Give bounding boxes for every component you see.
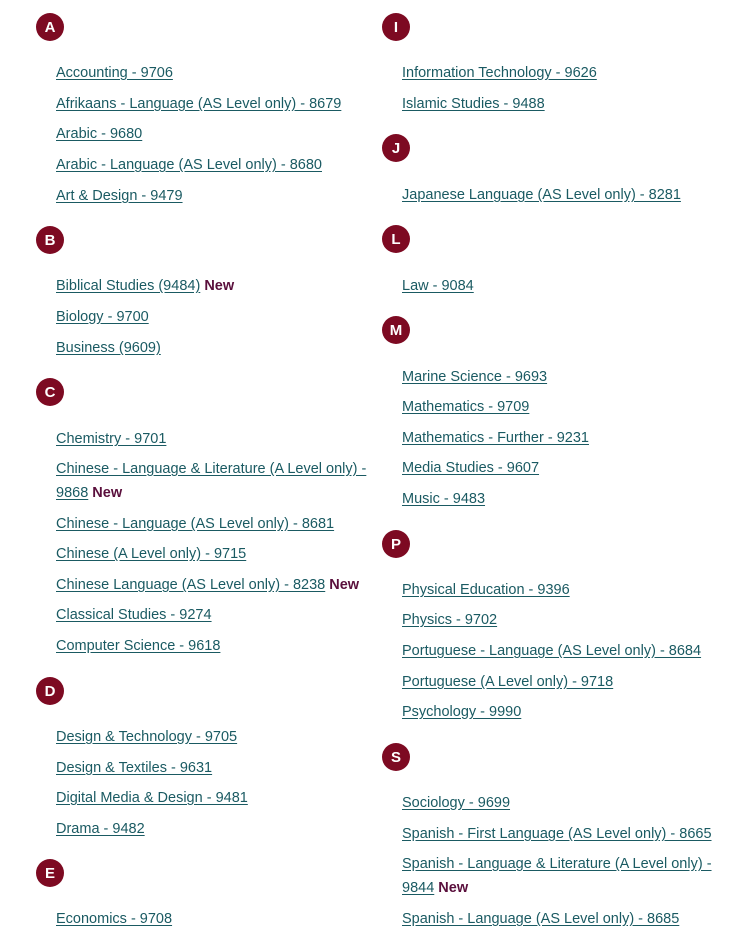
letter-badge-e: E — [36, 859, 64, 887]
subject-link[interactable]: Classical Studies - 9274 — [56, 607, 212, 623]
subject-link[interactable]: Spanish - Language & Literature (A Level only) - 9844 New — [402, 856, 712, 896]
subject-link[interactable]: Chinese - Language & Literature (A Level only) - 9868 New — [56, 461, 367, 501]
subject-link[interactable]: Chemistry - 9701 — [56, 431, 167, 447]
subject-link[interactable]: Information Technology - 9626 — [402, 65, 597, 81]
letter-badge-l: L — [382, 225, 410, 253]
letter-badge-d: D — [36, 677, 64, 705]
new-badge: New — [92, 485, 123, 501]
subject-link[interactable]: Physics - 9702 — [402, 612, 498, 628]
subject-link[interactable]: Economics - 9708 — [56, 911, 173, 927]
subject-link[interactable]: Biblical Studies (9484) New — [56, 278, 235, 294]
subject-link[interactable]: Spanish - Language (AS Level only) - 8685 — [402, 911, 680, 927]
subject-link[interactable]: Chinese - Language (AS Level only) - 8681 — [56, 516, 335, 532]
letter-badge-b: B — [36, 226, 64, 254]
subject-link[interactable]: Accounting - 9706 — [56, 65, 173, 81]
letter-badge-i: I — [382, 13, 410, 41]
letter-badge-p: P — [382, 530, 410, 558]
subject-link[interactable]: Spanish - First Language (AS Level only) - 8665 — [402, 826, 712, 842]
subject-link[interactable]: Art & Design - 9479 — [56, 188, 183, 204]
subject-link[interactable]: Design & Technology - 9705 — [56, 729, 238, 745]
letter-badge-c: C — [36, 378, 64, 406]
subject-link[interactable]: Japanese Language (AS Level only) - 8281 — [402, 187, 681, 203]
new-badge: New — [438, 880, 469, 896]
subject-link[interactable]: Sociology - 9699 — [402, 795, 511, 811]
subject-link[interactable]: Portuguese (A Level only) - 9718 — [402, 674, 614, 690]
subject-link[interactable]: Portuguese - Language (AS Level only) - 8684 — [402, 643, 702, 659]
subject-link[interactable]: Chinese (A Level only) - 9715 — [56, 546, 247, 562]
subject-link[interactable]: Marine Science - 9693 — [402, 369, 548, 385]
subject-link[interactable]: Law - 9084 — [402, 278, 474, 294]
subject-link[interactable]: Drama - 9482 — [56, 821, 145, 837]
letter-badge-m: M — [382, 316, 410, 344]
subject-link[interactable]: Biology - 9700 — [56, 309, 149, 325]
subject-link[interactable]: Physical Education - 9396 — [402, 582, 570, 598]
new-badge: New — [204, 278, 235, 294]
new-badge: New — [329, 577, 360, 593]
subject-link[interactable]: Design & Textiles - 9631 — [56, 760, 213, 776]
subject-link[interactable]: Media Studies - 9607 — [402, 460, 540, 476]
subject-link[interactable]: Mathematics - Further - 9231 — [402, 430, 589, 446]
subject-link[interactable]: Psychology - 9990 — [402, 704, 522, 720]
subject-link[interactable]: Arabic - Language (AS Level only) - 8680 — [56, 157, 322, 173]
letter-badge-s: S — [382, 743, 410, 771]
subject-link[interactable]: Computer Science - 9618 — [56, 638, 221, 654]
letter-badge-a: A — [36, 13, 64, 41]
subject-link[interactable]: Business (9609) — [56, 340, 161, 356]
subject-link[interactable]: Afrikaans - Language (AS Level only) - 8679 — [56, 96, 342, 112]
subject-link[interactable]: Arabic - 9680 — [56, 126, 143, 142]
subject-link[interactable]: Music - 9483 — [402, 491, 486, 507]
subject-link[interactable]: Mathematics - 9709 — [402, 399, 530, 415]
subject-link[interactable]: Chinese Language (AS Level only) - 8238 New — [56, 577, 360, 593]
subject-link[interactable]: Islamic Studies - 9488 — [402, 96, 545, 112]
subject-link[interactable]: Digital Media & Design - 9481 — [56, 790, 248, 806]
letter-badge-j: J — [382, 134, 410, 162]
